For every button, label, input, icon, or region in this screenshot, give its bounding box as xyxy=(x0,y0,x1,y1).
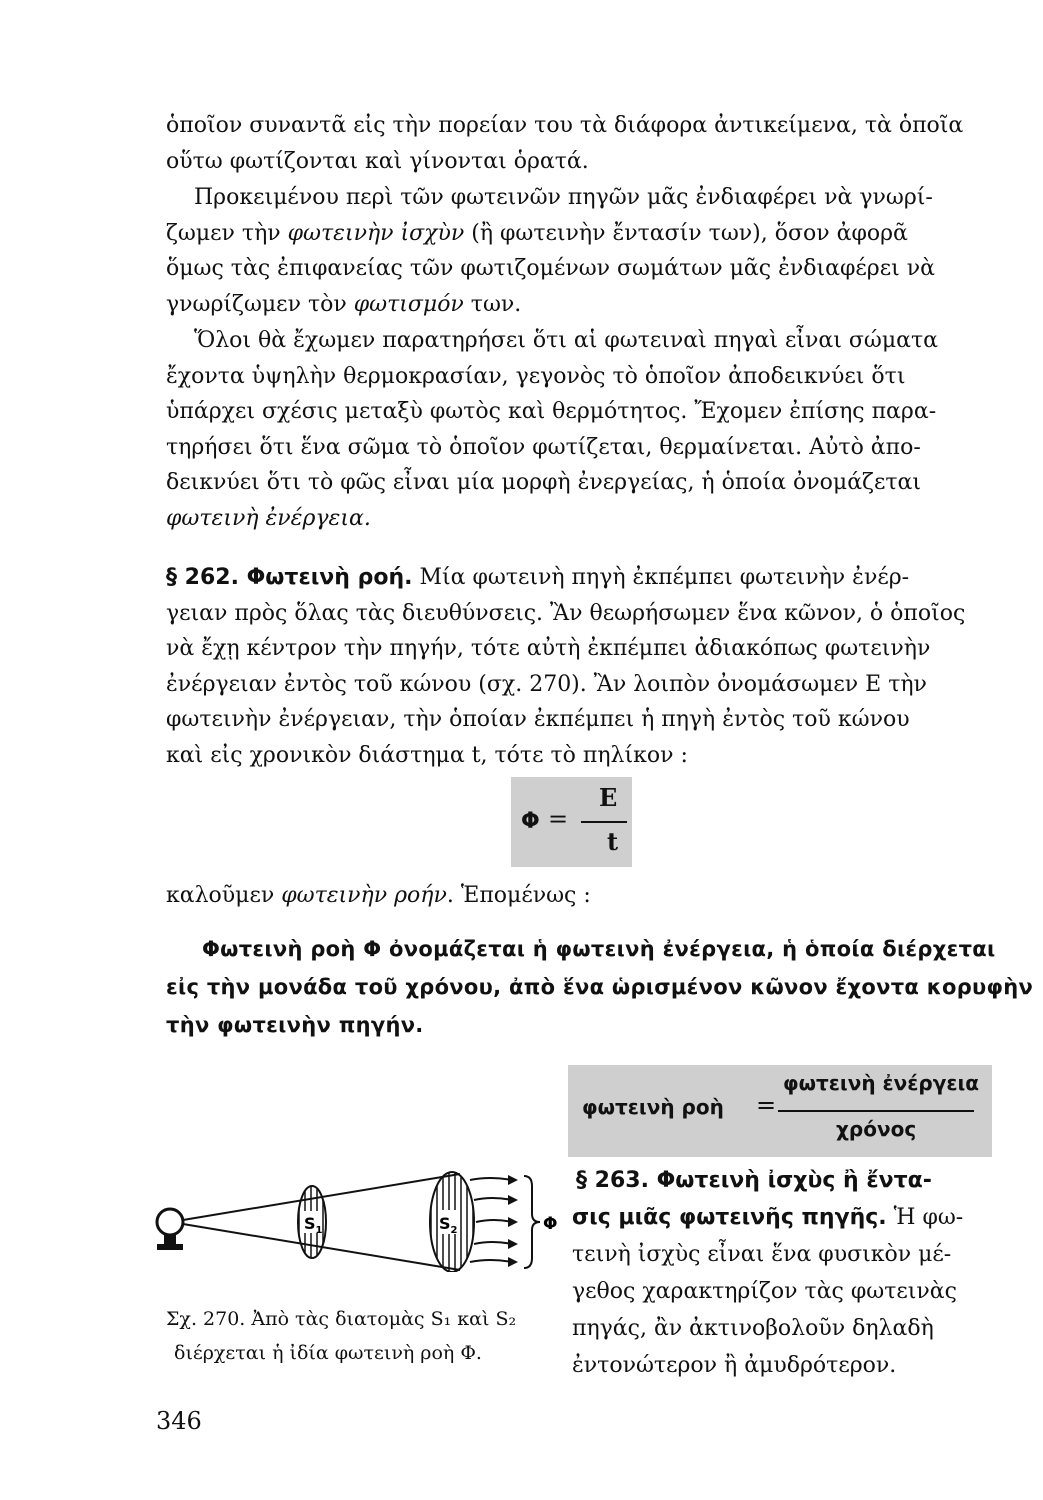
text-line: Φωτεινὴ ροὴ Φ ὀνομάζεται ἡ φωτεινὴ ἐνέργεια, ἡ ὁποία διέρχεται xyxy=(202,937,996,961)
label-s2: $S_2$ xyxy=(439,1214,458,1236)
flux-arrows xyxy=(470,1178,512,1262)
text-line: τεινὴ ἰσχὺς εἶναι ἕνα φυσικὸν μέ- xyxy=(572,1242,952,1267)
formula-equals: = xyxy=(756,1091,777,1119)
fraction-bar xyxy=(581,821,627,823)
after-formula-text xyxy=(166,878,1006,914)
caption-line: Σχ. 270. Ἀπὸ τὰς διατομὰς S₁ καὶ S₂ xyxy=(166,1308,517,1330)
term-illuminance: φωτισμόν xyxy=(353,291,464,317)
text-line: τὴν φωτεινὴν πηγήν. xyxy=(166,1013,424,1037)
lamp-icon xyxy=(157,1209,183,1250)
text-line: σις μιᾶς φωτεινῆς πηγῆς. Ἡ φω- xyxy=(572,1205,964,1230)
text-line: ζωμεν τὴν φωτεινὴν ἰσχὺν (ἢ φωτεινὴν ἔντασίν των), ὅσον ἀφορᾶ xyxy=(166,220,908,246)
formula-phi: Φ xyxy=(521,809,540,834)
text-line: γεθος χαρακτηρίζον τὰς φωτεινὰς xyxy=(572,1279,957,1304)
caption-line: διέρχεται ἡ ἰδία φωτεινὴ ροὴ Φ. xyxy=(174,1342,482,1364)
formula-numerator: φωτεινὴ ἐνέργεια xyxy=(783,1071,980,1095)
text-line: Ὅλοι θὰ ἔχωμεν παρατηρήσει ὅτι αἱ φωτειναὶ πηγαὶ εἶναι σώματα xyxy=(194,328,939,353)
paragraph-light-energy xyxy=(166,323,1006,536)
text-line: ὅμως τὰς ἐπιφανείας τῶν φωτιζομένων σωμάτων μᾶς ἐνδιαφέρει νὰ xyxy=(166,256,935,281)
text-line: τηρήσει ὅτι ἕνα σῶμα τὸ ὁποῖον φωτίζεται, θερμαίνεται. Αὐτὸ ἀπο- xyxy=(166,434,921,460)
section-heading-263: § 263. Φωτεινὴ ἰσχὺς ἢ ἔντα- xyxy=(576,1168,932,1193)
section-263 xyxy=(572,1162,1008,1384)
text-line: ὁποῖον συναντᾶ εἰς τὴν πορείαν του τὰ διάφορα ἀντικείμενα, τὰ ὁποῖα xyxy=(166,113,964,138)
brace xyxy=(524,1176,540,1268)
text-line: οὕτω φωτίζονται καὶ γίνονται ὁρατά. xyxy=(166,148,589,174)
formula-denominator: χρόνος xyxy=(836,1117,917,1141)
text-line: καὶ εἰς χρονικὸν διάστημα t, τότε τὸ πηλίκον : xyxy=(166,742,688,768)
term-luminous-flux: φωτεινὴν ροήν xyxy=(281,883,447,908)
text-line: καλοῦμεν φωτεινὴν ροήν. Ἑπομένως : xyxy=(166,883,591,908)
text-line: ἐνέργειαν ἐντὸς τοῦ κώνου (σχ. 270). Ἂν λοιπὸν ὀνομάσωμεν E τὴν xyxy=(166,671,927,697)
formula-equals: = xyxy=(548,805,569,833)
text-line: νὰ ἔχῃ κέντρον τὴν πηγήν, τότε αὐτὴ ἐκπέμπει ἀδιακόπως φωτεινὴν xyxy=(166,636,931,661)
fraction-bar xyxy=(778,1110,974,1112)
text-line: Προκειμένου περὶ τῶν φωτεινῶν πηγῶν μᾶς ἐνδιαφέρει νὰ γνωρί- xyxy=(194,185,933,210)
formula-denominator: t xyxy=(607,827,619,856)
formula-numerator: E xyxy=(599,783,618,812)
text-line: ὑπάρχει σχέσις μεταξὺ φωτὸς καὶ θερμότητος. Ἔχομεν ἐπίσης παρα- xyxy=(166,399,937,424)
section-262 xyxy=(166,560,1006,773)
formula-lhs: φωτεινὴ ροὴ xyxy=(582,1095,724,1119)
intro-paragraph xyxy=(166,108,1006,179)
label-s1: $S_1$ xyxy=(304,1214,323,1236)
text-line: φωτεινὴν ἐνέργειαν, τὴν ὁποίαν ἐκπέμπει ἡ πηγὴ ἐντὸς τοῦ κώνου xyxy=(166,707,910,732)
text-line: ἔχοντα ὑψηλὴν θερμοκρασίαν, γεγονὸς τὸ ὁποῖον ἀποδεικνύει ὅτι xyxy=(166,363,906,389)
page-number: 346 xyxy=(156,1407,202,1435)
formula-flux xyxy=(511,777,632,867)
term-luminous-intensity: φωτεινὴν ἰσχὺν xyxy=(287,220,465,246)
text-line: εἰς τὴν μονάδα τοῦ χρόνου, ἀπὸ ἕνα ὡρισμένον κῶνον ἔχοντα κορυφὴν xyxy=(166,975,1034,999)
text-line: γειαν πρὸς ὅλας τὰς διευθύνσεις. Ἂν θεωρήσωμεν ἕνα κῶνον, ὁ ὁποῖος xyxy=(166,600,966,626)
paragraph-luminous-intensity xyxy=(166,180,1006,322)
text-line: γνωρίζωμεν τὸν φωτισμόν των. xyxy=(166,291,522,317)
text-line: § 262. Φωτεινὴ ροή. Μία φωτεινὴ πηγὴ ἐκπέμπει φωτεινὴν ἐνέρ- xyxy=(166,565,910,590)
definition-luminous-flux xyxy=(166,930,1034,1044)
section-heading-262: § 262. Φωτεινὴ ροή. xyxy=(166,565,413,590)
text-line: πηγάς, ἂν ἀκτινοβολοῦν δηλαδὴ xyxy=(572,1316,934,1341)
section-heading-263-cont: σις μιᾶς φωτεινῆς πηγῆς. xyxy=(572,1205,887,1230)
text-line: ἐντονώτερον ἢ ἀμυδρότερον. xyxy=(572,1353,897,1378)
cone-diagram xyxy=(140,1162,570,1272)
label-phi: Φ xyxy=(543,1214,558,1234)
formula-word-equation xyxy=(568,1065,992,1157)
term-light-energy: φωτεινὴ ἐνέργεια. xyxy=(166,505,371,531)
text-line: δεικνύει ὅτι τὸ φῶς εἶναι μία μορφὴ ἐνεργείας, ἡ ὁποία ὀνομάζεται xyxy=(166,470,922,495)
figure-caption xyxy=(166,1302,561,1370)
